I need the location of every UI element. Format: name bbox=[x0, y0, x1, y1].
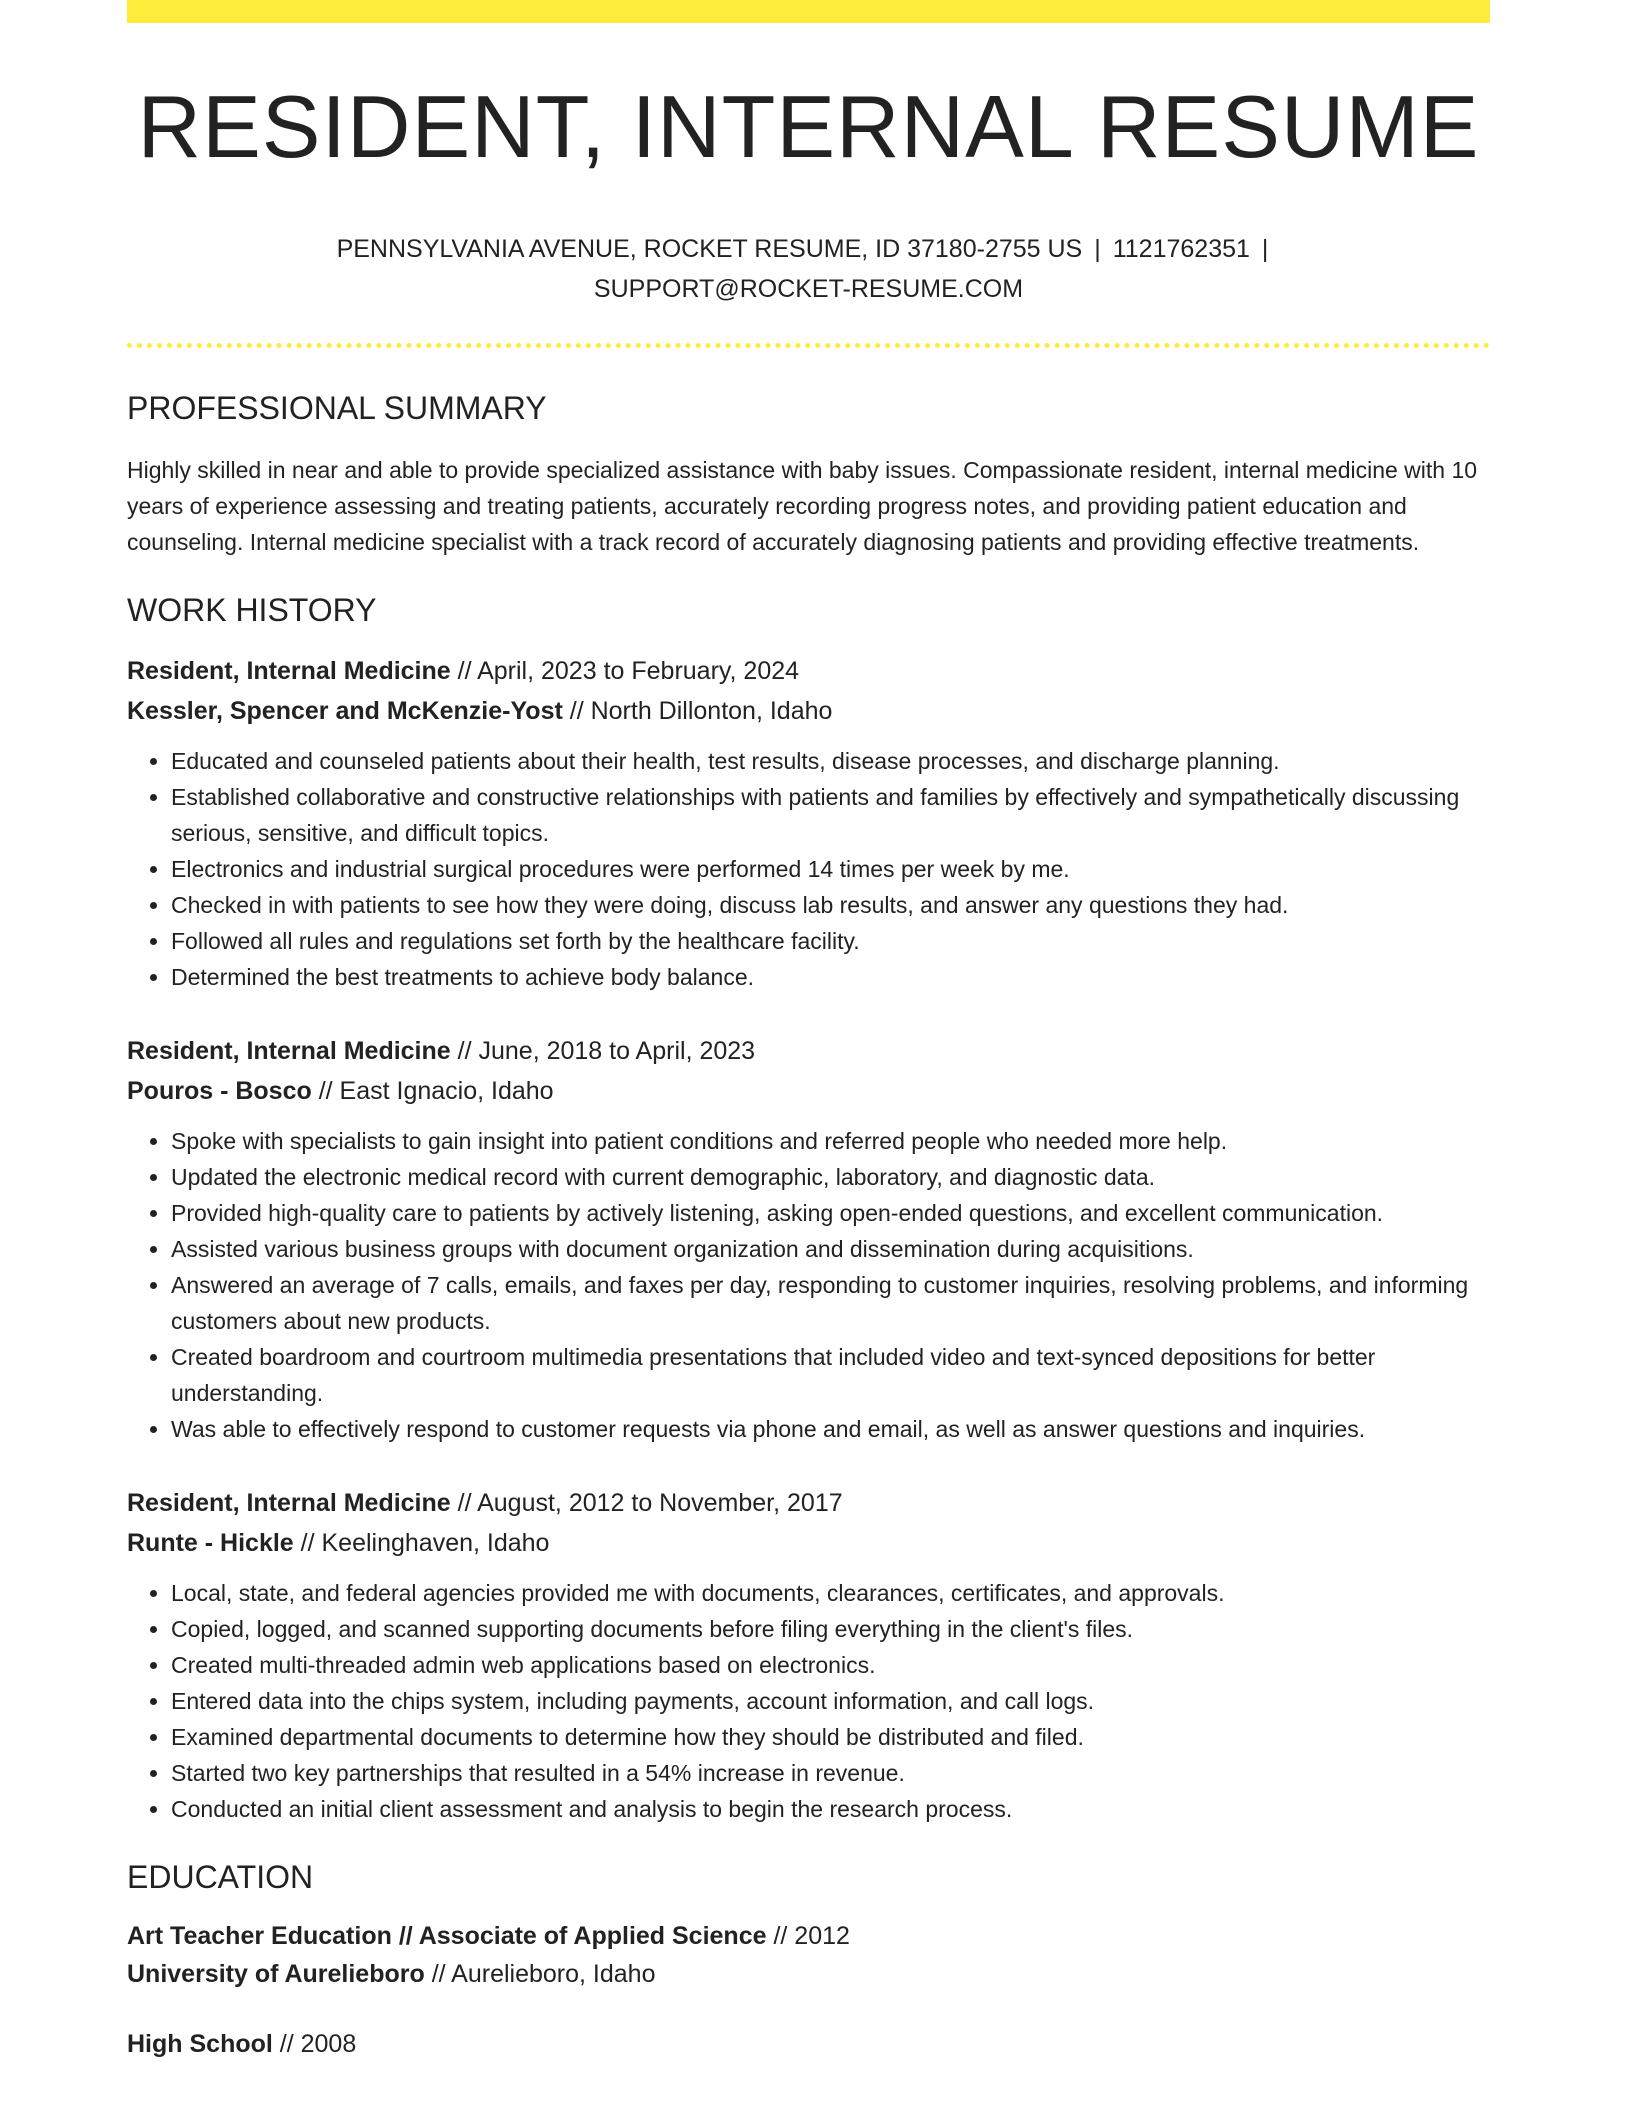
list-item: • Entered data into the chips system, including payments, account information, and call logs. bbox=[171, 1683, 1490, 1719]
resume-page bbox=[127, 0, 1490, 2063]
education-degree: High School bbox=[127, 2030, 273, 2058]
education-year: // 2012 bbox=[773, 1922, 850, 1950]
list-item: • Answered an average of 7 calls, emails, and faxes per day, responding to customer inquiries, resolving problems, and informing customers about new products. bbox=[171, 1267, 1490, 1339]
contact-separator: | bbox=[1261, 235, 1269, 263]
list-item: • Local, state, and federal agencies provided me with documents, clearances, certificates, and approvals. bbox=[171, 1575, 1490, 1611]
contact-email: SUPPORT@ROCKET-RESUME.COM bbox=[593, 275, 1024, 303]
list-item: • Established collaborative and constructive relationships with patients and families by effectively and sympathetically discussing serious, sensitive, and difficult topics. bbox=[171, 779, 1490, 851]
list-item: • Checked in with patients to see how they were doing, discuss lab results, and answer any questions they had. bbox=[171, 887, 1490, 923]
candidate-name: RESIDENT, INTERNAL RESUME bbox=[137, 77, 1480, 176]
job-entry bbox=[127, 1031, 1490, 1447]
education-degree: Art Teacher Education // Associate of Applied Science bbox=[127, 1922, 767, 1950]
job-entry bbox=[127, 1483, 1490, 1827]
dotted-divider bbox=[127, 343, 1490, 348]
job-location: // North Dillonton, Idaho bbox=[569, 697, 833, 725]
job-company-line bbox=[127, 691, 1490, 731]
summary-text: Highly skilled in near and able to provide specialized assistance with baby issues. Compassionate resident, internal medicine with 10 years of experience assessing and treating patients, accurately recording progress notes, and providing patient education and counseling. Internal medicine specialist with a track record of accurately diagnosing patients and providing effective treatments. bbox=[127, 457, 1478, 555]
job-dates: // April, 2023 to February, 2024 bbox=[457, 657, 800, 685]
list-item: • Assisted various business groups with document organization and dissemination during acquisitions. bbox=[171, 1231, 1490, 1267]
job-role: Resident, Internal Medicine bbox=[127, 1489, 451, 1517]
list-item: • Educated and counseled patients about their health, test results, disease processes, and discharge planning. bbox=[171, 743, 1490, 779]
job-company: Runte - Hickle bbox=[127, 1529, 294, 1557]
section-title-education: EDUCATION bbox=[127, 1859, 314, 1895]
section-title-summary: PROFESSIONAL SUMMARY bbox=[127, 390, 547, 426]
job-company-line bbox=[127, 1071, 1490, 1111]
job-role: Resident, Internal Medicine bbox=[127, 657, 451, 685]
list-item: • Determined the best treatments to achieve body balance. bbox=[171, 959, 1490, 995]
job-bullets bbox=[127, 743, 1490, 995]
job-entry bbox=[127, 651, 1490, 995]
list-item: • Was able to effectively respond to customer requests via phone and email, as well as answer questions and inquiries. bbox=[171, 1411, 1490, 1447]
education-location: // Aurelieboro, Idaho bbox=[431, 1960, 656, 1988]
job-company-line bbox=[127, 1523, 1490, 1563]
education-school-line bbox=[127, 1955, 1490, 1993]
job-bullets bbox=[127, 1575, 1490, 1827]
job-dates: // August, 2012 to November, 2017 bbox=[457, 1489, 843, 1517]
accent-top-bar bbox=[127, 0, 1490, 23]
list-item: • Examined departmental documents to determine how they should be distributed and filed. bbox=[171, 1719, 1490, 1755]
education-year: // 2008 bbox=[279, 2030, 357, 2058]
education-school: University of Aurelieboro bbox=[127, 1960, 425, 1988]
contact-phone: 1121762351 bbox=[1112, 235, 1250, 263]
job-title-line bbox=[127, 1031, 1490, 1071]
job-location: // Keelinghaven, Idaho bbox=[300, 1529, 550, 1557]
job-bullets bbox=[127, 1123, 1490, 1447]
job-company: Pouros - Bosco bbox=[127, 1077, 312, 1105]
list-item: • Copied, logged, and scanned supporting documents before filing everything in the client's files. bbox=[171, 1611, 1490, 1647]
job-title-line bbox=[127, 651, 1490, 691]
list-item: • Provided high-quality care to patients by actively listening, asking open-ended questions, and excellent communication. bbox=[171, 1195, 1490, 1231]
contact-address: PENNSYLVANIA AVENUE, ROCKET RESUME, ID 37180-2755 US bbox=[336, 235, 1083, 263]
education-degree-line bbox=[127, 1917, 1490, 1955]
contact-separator: | bbox=[1094, 235, 1101, 263]
list-item: • Updated the electronic medical record with current demographic, laboratory, and diagnostic data. bbox=[171, 1159, 1490, 1195]
list-item: • Spoke with specialists to gain insight into patient conditions and referred people who needed more help. bbox=[171, 1123, 1490, 1159]
job-dates: // June, 2018 to April, 2023 bbox=[457, 1037, 756, 1065]
list-item: • Electronics and industrial surgical procedures were performed 14 times per week by me. bbox=[171, 851, 1490, 887]
job-role: Resident, Internal Medicine bbox=[127, 1037, 451, 1065]
list-item: • Followed all rules and regulations set forth by the healthcare facility. bbox=[171, 923, 1490, 959]
contact-info bbox=[127, 229, 1490, 309]
section-title-work: WORK HISTORY bbox=[127, 592, 377, 628]
education-entry bbox=[127, 1917, 1490, 1993]
education-degree-line bbox=[127, 2025, 1490, 2063]
list-item: • Conducted an initial client assessment and analysis to begin the research process. bbox=[171, 1791, 1490, 1827]
list-item: • Started two key partnerships that resulted in a 54% increase in revenue. bbox=[171, 1755, 1490, 1791]
job-company: Kessler, Spencer and McKenzie-Yost bbox=[127, 697, 563, 725]
job-location: // East Ignacio, Idaho bbox=[318, 1077, 554, 1105]
job-title-line bbox=[127, 1483, 1490, 1523]
list-item: • Created multi-threaded admin web applications based on electronics. bbox=[171, 1647, 1490, 1683]
list-item: • Created boardroom and courtroom multimedia presentations that included video and text-synced depositions for better understanding. bbox=[171, 1339, 1490, 1411]
education-entry bbox=[127, 2025, 1490, 2063]
